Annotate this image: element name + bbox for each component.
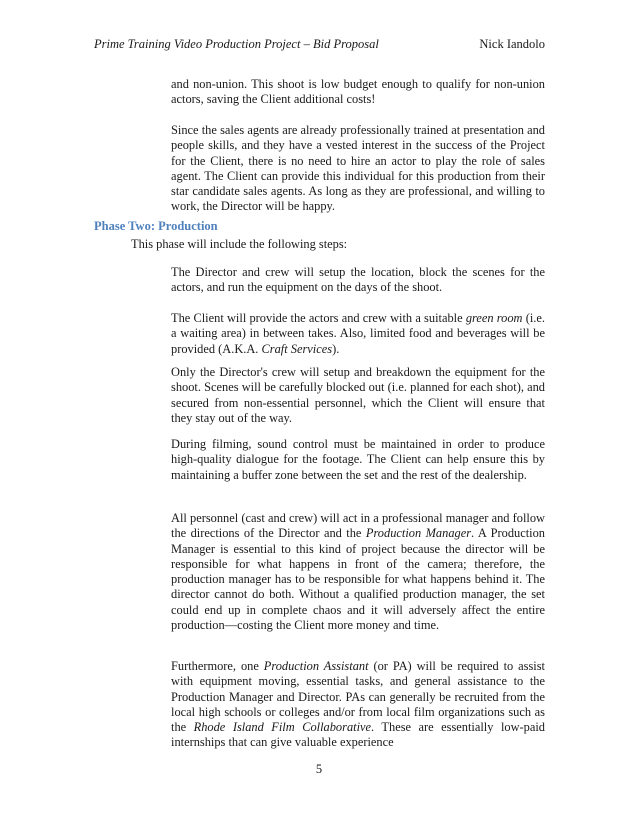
phase-intro: This phase will include the following steps:: [131, 237, 348, 251]
paragraph-sound-control: During filming, sound control must be maintained in order to produce high-quality dialogue for the footage. The Client can help ensure this by maintaining a buffer zone between the set and the rest of the dealership.: [171, 437, 545, 482]
paragraph-non-union: and non-union. This shoot is low budget enough to qualify for non-union actors, saving the Client additional costs!: [171, 77, 545, 107]
text-run: ).: [332, 341, 340, 356]
paragraph-sales-agents: Since the sales agents are already professionally trained at presentation and people skills, and they have a vested interest in the success of the Project for the Client, there is no need to hire an actor to play the role of sales agent. The Client can provide this individual for this production from their star candidate sales agents. As long as they are professional, and willing to work, the Director will be happy.: [171, 123, 545, 214]
text-run: . A Production Manager is essential to this kind of project because the director will be responsible for what happens in front of the camera; therefore, the production manager has to be responsible for what happens behind it. The director cannot do both. Without a qualified production manager, the set could end up in complete chaos and it will adversely affect the entire production—costing the Client more money and time.: [171, 526, 545, 633]
phase-two-heading: Phase Two: Production: [94, 219, 218, 233]
paragraph-crew-setup: Only the Director's crew will setup and breakdown the equipment for the shoot. Scenes will be carefully blocked out (i.e. planned for each shot), and secured from non-essential personnel, which the Client will ensure that they stay out of the way.: [171, 365, 545, 425]
emphasis-green-room: green room: [465, 311, 523, 325]
text-run: The Client will provide the actors and crew with a suitable: [171, 311, 466, 325]
text-run: Furthermore, one: [171, 659, 264, 673]
paragraph-green-room: [171, 311, 545, 357]
emphasis-production-assistant: Production Assistant: [263, 659, 369, 673]
emphasis-production-manager: Production Manager: [365, 526, 472, 541]
text-run: (i.e. a waiting area) in between takes. Also, limited food and beverages will be provided (A.K.A.: [171, 311, 545, 356]
paragraph-setup-location: The Director and crew will setup the location, block the scenes for the actors, and run the equipment on the days of the shoot.: [171, 265, 545, 295]
text-run: All personnel (cast and crew) will act in a professional manager and follow the directions of the Director and the: [171, 511, 545, 541]
text-run: . These are essentially low-paid internships that can give valuable experience: [171, 720, 545, 750]
paragraph-personnel: [171, 511, 545, 633]
emphasis-film-collaborative: Rhode Island Film Collaborative: [193, 720, 372, 735]
page-number: 5: [315, 762, 323, 776]
header-title: Prime Training Video Production Project – Bid Proposal: [94, 37, 379, 51]
text-run: (or PA) will be required to assist with equipment moving, essential tasks, and general assistance to the Production Manager and Director. PAs can generally be recruited from the local high schools or colleges and/or from local film organizations such as the: [171, 659, 546, 735]
paragraph-production-assistant: [171, 659, 545, 751]
header-author: Nick Iandolo: [479, 37, 545, 51]
emphasis-craft-services: Craft Services: [261, 341, 333, 356]
